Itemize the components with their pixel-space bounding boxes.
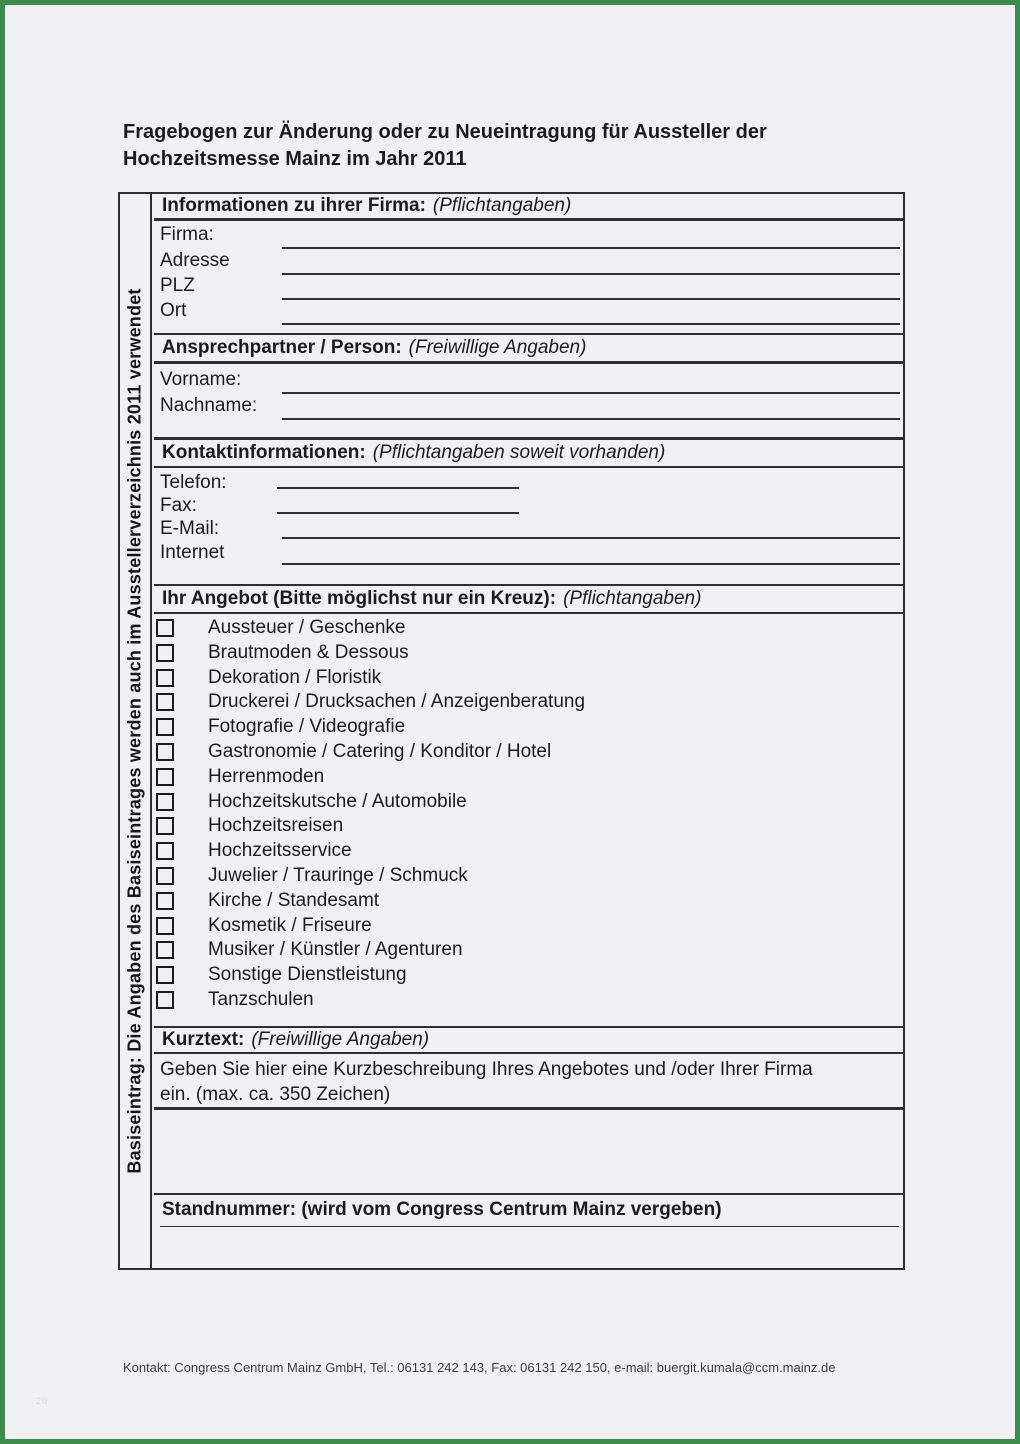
plz-label: PLZ — [160, 275, 195, 296]
section-heading-contact-person — [154, 333, 903, 364]
offer-option-label: Herrenmoden — [208, 766, 325, 787]
offer-option-label: Juwelier / Trauringe / Schmuck — [208, 865, 468, 886]
offer-option-row — [154, 939, 903, 964]
offer-option-label: Tanzschulen — [208, 989, 314, 1010]
ort-input-line[interactable] — [282, 323, 900, 325]
adresse-label: Adresse — [160, 250, 230, 271]
offer-option-label: Sonstige Dienstleistung — [208, 964, 407, 985]
offer-option-label: Fotografie / Videografie — [208, 716, 406, 737]
offer-option-label: Musiker / Künstler / Agenturen — [208, 939, 463, 960]
page-title — [123, 119, 823, 173]
telefon-input-line[interactable] — [277, 487, 519, 489]
section-heading-contact-person-italic: (Freiwillige Angaben) — [408, 337, 587, 358]
offer-option-label: Kirche / Standesamt — [208, 890, 380, 911]
checkbox-kosmetik[interactable] — [156, 917, 174, 935]
offer-option-label: Aussteuer / Geschenke — [208, 617, 406, 638]
offer-option-row — [154, 840, 903, 865]
internet-label: Internet — [160, 542, 225, 563]
checkbox-brautmoden[interactable] — [156, 644, 174, 662]
nachname-label: Nachname: — [160, 395, 258, 416]
footer-contact: Kontakt: Congress Centrum Mainz GmbH, Tel.: 06131 242 143, Fax: 06131 242 150, e-mail: buergit.kumala@ccm.mainz.de — [123, 1360, 836, 1375]
checkbox-dekoration[interactable] — [156, 669, 174, 687]
offer-option-row — [154, 815, 903, 840]
section-heading-contact-person-bold: Ansprechpartner / Person: — [162, 337, 402, 358]
offer-option-row — [154, 865, 903, 890]
section-heading-company-italic: (Pflichtangaben) — [432, 195, 572, 216]
firma-label: Firma: — [160, 224, 214, 245]
adresse-input-line[interactable] — [282, 273, 900, 275]
offer-option-label: Brautmoden & Dessous — [208, 642, 409, 663]
kurztext-description-line1: Geben Sie hier eine Kurzbeschreibung Ihres Angebotes und /oder Ihrer Firma — [160, 1059, 813, 1080]
sidebar-column — [120, 194, 152, 1268]
offer-option-label: Hochzeitsreisen — [208, 815, 344, 836]
checkbox-hochzeitskutsche[interactable] — [156, 793, 174, 811]
sidebar-vertical-label: Basiseintrag: Die Angaben des Basiseintrages werden auch im Ausstellerverzeichnis 2011 verwendet — [124, 288, 145, 1174]
nachname-input-line[interactable] — [282, 418, 900, 420]
fax-input-line[interactable] — [277, 512, 519, 514]
offer-option-row — [154, 791, 903, 816]
checkbox-juwelier[interactable] — [156, 867, 174, 885]
offer-option-row — [154, 766, 903, 791]
plz-input-line[interactable] — [282, 298, 900, 300]
kurztext-description-line2: ein. (max. ca. 350 Zeichen) — [160, 1084, 391, 1105]
offer-option-label: Hochzeitskutsche / Automobile — [208, 791, 467, 812]
checkbox-herrenmoden[interactable] — [156, 768, 174, 786]
section-heading-offer-italic: (Pflichtangaben) — [563, 588, 702, 609]
checkbox-gastronomie[interactable] — [156, 743, 174, 761]
section-heading-company — [154, 194, 903, 221]
offer-option-row — [154, 964, 903, 989]
offer-option-label: Dekoration / Floristik — [208, 667, 382, 688]
offer-option-row — [154, 691, 903, 716]
email-label: E-Mail: — [160, 518, 220, 539]
offer-option-row — [154, 716, 903, 741]
kurztext-entry-area[interactable] — [154, 1110, 903, 1193]
checkbox-musiker[interactable] — [156, 941, 174, 959]
standnummer-divider — [160, 1226, 899, 1227]
offer-option-row — [154, 915, 903, 940]
footer-watermark: 20 — [36, 1396, 49, 1406]
internet-input-line[interactable] — [282, 563, 900, 565]
section-heading-standnummer-bold: Standnummer: (wird vom Congress Centrum Mainz vergeben) — [162, 1198, 722, 1220]
checkbox-sonstige[interactable] — [156, 966, 174, 984]
section-heading-contact-info — [154, 437, 903, 468]
vorname-input-line[interactable] — [282, 392, 900, 394]
section-heading-kurztext — [154, 1026, 903, 1054]
section-heading-standnummer — [154, 1193, 903, 1224]
standnummer-entry-area — [154, 1228, 903, 1268]
offer-option-row — [154, 617, 903, 642]
checkbox-kirche[interactable] — [156, 892, 174, 910]
page-title-line1: Fragebogen zur Änderung oder zu Neueintragung für Aussteller der — [123, 121, 767, 143]
vorname-label: Vorname: — [160, 369, 242, 390]
checkbox-aussteuer[interactable] — [156, 619, 174, 637]
offer-option-row — [154, 890, 903, 915]
checkbox-tanzschulen[interactable] — [156, 991, 174, 1009]
offer-option-row — [154, 667, 903, 692]
offer-option-row — [154, 989, 903, 1014]
firma-input-line[interactable] — [282, 247, 900, 249]
form-table — [118, 192, 905, 1270]
checkbox-hochzeitsreisen[interactable] — [156, 817, 174, 835]
section-heading-company-bold: Informationen zu ihrer Firma: — [162, 195, 426, 216]
telefon-label: Telefon: — [160, 472, 227, 493]
fax-label: Fax: — [160, 495, 197, 516]
section-heading-offer-bold: Ihr Angebot (Bitte möglichst nur ein Kreuz): — [162, 588, 557, 609]
offer-option-label: Hochzeitsservice — [208, 840, 352, 861]
offer-option-row — [154, 741, 903, 766]
section-heading-offer — [154, 584, 903, 614]
kurztext-description — [160, 1057, 880, 1107]
section-heading-contact-info-bold: Kontaktinformationen: — [162, 442, 366, 463]
section-heading-kurztext-italic: (Freiwillige Angaben) — [251, 1029, 430, 1050]
checkbox-hochzeitsservice[interactable] — [156, 842, 174, 860]
offer-option-label: Gastronomie / Catering / Konditor / Hotel — [208, 741, 552, 762]
section-heading-contact-info-italic: (Pflichtangaben soweit vorhanden) — [372, 442, 666, 463]
page-title-line2: Hochzeitsmesse Mainz im Jahr 2011 — [123, 148, 467, 170]
checkbox-druckerei[interactable] — [156, 693, 174, 711]
offer-option-label: Kosmetik / Friseure — [208, 915, 372, 936]
section-heading-kurztext-bold: Kurztext: — [162, 1029, 245, 1050]
email-input-line[interactable] — [282, 537, 900, 539]
ort-label: Ort — [160, 300, 187, 321]
offer-option-label: Druckerei / Drucksachen / Anzeigenberatung — [208, 691, 586, 712]
offer-option-row — [154, 642, 903, 667]
checkbox-fotografie[interactable] — [156, 718, 174, 736]
